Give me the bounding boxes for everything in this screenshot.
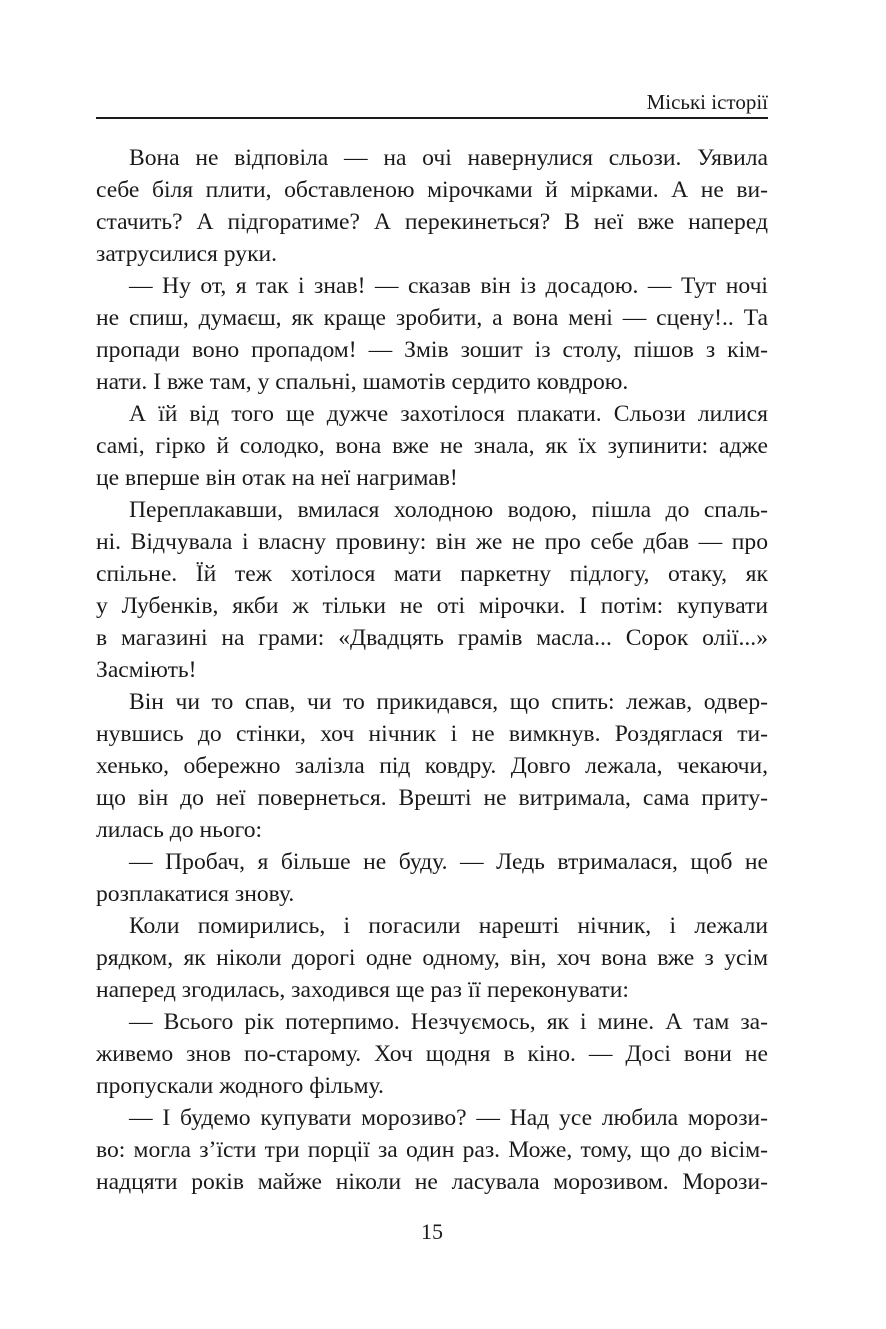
text-line: Він чи то спав, чи то прикидався, що спить: лежав, одвер- (129, 689, 768, 715)
running-header: Міські історії (646, 90, 768, 114)
text-line: що він до неї повернеться. Врешті не витримала, сама приту- (96, 785, 768, 811)
header-rule (96, 117, 768, 119)
text-line: ні. Відчувала і власну провину: він же не про себе дбав — про (96, 529, 768, 555)
text-line: нувшись до стінки, хоч нічник і не вимкнув. Роздяглася ти- (96, 721, 768, 747)
text-line: пропади воно пропадом! — Змів зошит із столу, пішов з кім- (96, 337, 768, 363)
text-line: во: могла з’їсти три порції за один раз. Може, тому, що до вісім- (96, 1137, 768, 1163)
text-line: у Лубенків, якби ж тільки не оті мірочки. І потім: купувати (96, 593, 768, 619)
text-line: живемо знов по-старому. Хоч щодня в кіно. — Досі вони не (96, 1041, 768, 1067)
text-line: пропускали жодного фільму. (96, 1073, 384, 1099)
text-line: розплакатися знову. (96, 881, 295, 907)
text-line: — Всього рік потерпимо. Незчуємось, як і мине. А там за- (129, 1009, 768, 1035)
text-line: нати. І вже там, у спальні, шамотів сердито ковдрою. (96, 369, 629, 395)
text-line: не спиш, думаєш, як краще зробити, а вона мені — сцену!.. Та (96, 305, 768, 331)
text-line: самі, гірко й солодко, вона вже не знала, як їх зупинити: адже (96, 433, 768, 459)
body-text (96, 142, 768, 1198)
text-line: — Пробач, я більше не буду. — Ледь втрималася, щоб не (129, 849, 768, 875)
text-line: стачить? А підгоратиме? А перекинеться? В неї вже наперед (96, 209, 768, 235)
text-line: спільне. Їй теж хотілося мати паркетну підлогу, отаку, як (96, 561, 768, 587)
text-line: надцяти років майже ніколи не ласувала морозивом. Морози- (96, 1169, 768, 1195)
text-line: Засміють! (96, 657, 197, 683)
text-line: рядком, як ніколи дорогі одне одному, він, хоч вона вже з усім (96, 945, 768, 971)
text-line: — І будемо купувати морозиво? — Над усе любила морози- (129, 1105, 768, 1131)
text-line: Коли помирились, і погасили нарешті нічник, і лежали (129, 913, 768, 939)
text-line: себе біля плити, обставленою мірочками й мірками. А не ви- (96, 177, 768, 203)
text-line: лилась до нього: (96, 817, 263, 843)
text-line: — Ну от, я так і знав! — сказав він із досадою. — Тут ночі (129, 273, 768, 299)
text-line: це вперше він отак на неї нагримав! (96, 465, 458, 491)
text-line: Вона не відповіла — на очі навернулися сльози. Уявила (129, 145, 768, 171)
text-line: А їй від того ще дужче захотілося плакати. Сльози лилися (129, 401, 768, 427)
text-line: в магазині на грами: «Двадцять грамів масла... Сорок олії...» (96, 625, 768, 651)
text-line: хенько, обережно залізла під ковдру. Довго лежала, чекаючи, (96, 753, 768, 779)
text-line: Переплакавши, вмилася холодною водою, пішла до спаль- (129, 497, 768, 523)
text-line: затрусилися руки. (96, 241, 278, 267)
text-line: наперед згодилась, заходився ще раз її переконувати: (96, 977, 629, 1003)
page-number: 15 (421, 1219, 443, 1244)
